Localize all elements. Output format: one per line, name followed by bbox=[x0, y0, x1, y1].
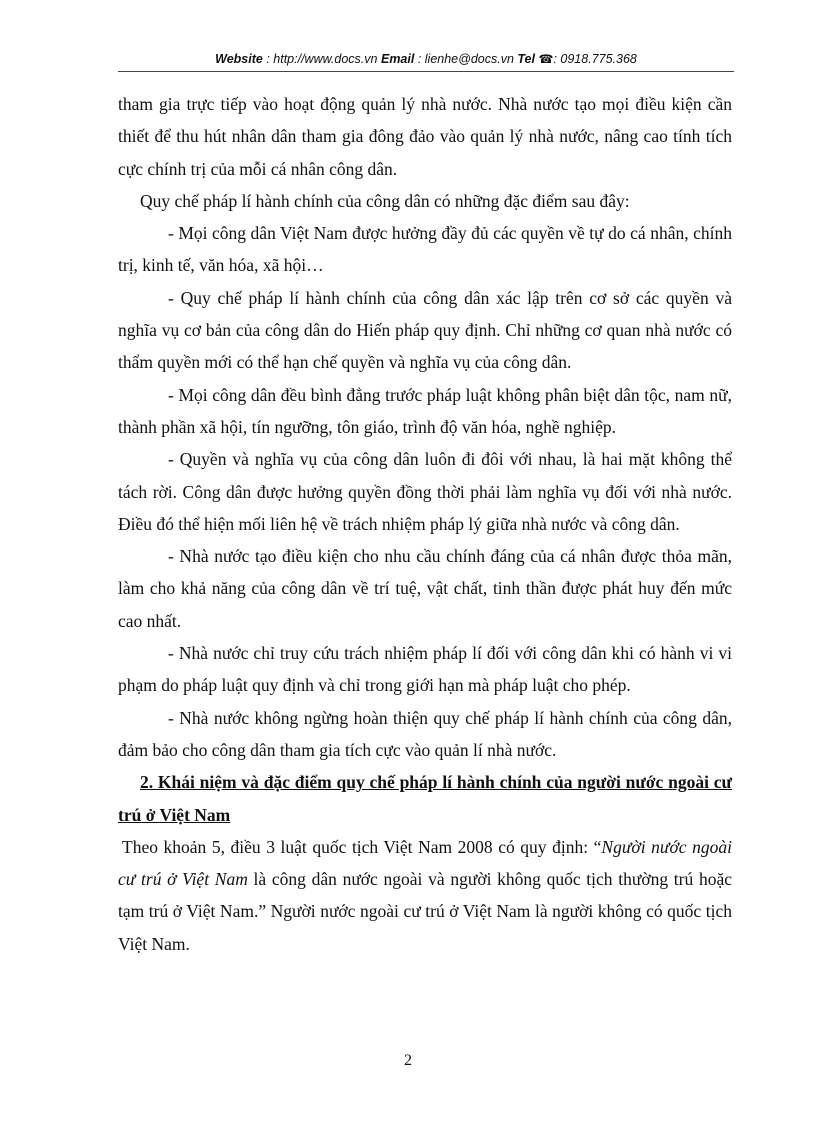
paragraph-features-lead: Quy chế pháp lí hành chính của công dân có những đặc điểm sau đây: bbox=[140, 190, 630, 211]
header-divider bbox=[118, 71, 734, 72]
list-item-rights-duties: - Quyền và nghĩa vụ của công dân luôn đi đôi với nhau, là hai mặt không thể tách rời. Công dân được hưởng quyền đồng thời phải làm nghĩa vụ đối với nhà nước. Điều đó thể hiện mối liên hệ về trách nhiệm pháp lý giữa nhà nước và công dân. bbox=[118, 449, 732, 534]
list-item-equality: - Mọi công dân đều bình đẳng trước pháp luật không phân biệt dân tộc, nam nữ, thành phần xã hội, tín ngưỡng, tôn giáo, trình độ văn hóa, nghề nghiệp. bbox=[118, 384, 732, 437]
email-value: : lienhe@docs.vn bbox=[417, 52, 514, 66]
paragraph-definition bbox=[118, 831, 732, 960]
list-item-freedom: - Mọi công dân Việt Nam được hưởng đầy đủ các quyền về tự do cá nhân, chính trị, kinh tế, văn hóa, xã hội… bbox=[118, 223, 732, 276]
document-body bbox=[118, 88, 732, 960]
list-item-improvement: - Nhà nước không ngừng hoàn thiện quy chế pháp lí hành chính của công dân, đảm bảo cho công dân tham gia tích cực vào quản lí nhà nước. bbox=[118, 707, 732, 760]
definition-text-before: Theo khoản 5, điều 3 luật quốc tịch Việt Nam 2008 có quy định: “ bbox=[122, 836, 602, 857]
website-value: : http://www.docs.vn bbox=[266, 52, 378, 66]
list-item-constitution: - Quy chế pháp lí hành chính của công dân xác lập trên cơ sở các quyền và nghĩa vụ cơ bản của công dân do Hiến pháp quy định. Chỉ những cơ quan nhà nước có thẩm quyền mới có thể hạn chế quyền và nghĩa vụ của công dân. bbox=[118, 287, 732, 373]
phone-icon: ☎ bbox=[538, 52, 554, 66]
website-label: Website bbox=[215, 52, 263, 66]
section-heading: 2. Khái niệm và đặc điểm quy chế pháp lí hành chính của người nước ngoài cư trú ở Việt Nam bbox=[118, 772, 732, 825]
definition-text-after: là công dân nước ngoài và người không quốc tịch thường trú hoặc tạm trú ở Việt Nam.” Người nước ngoài cư trú ở Việt Nam là người không có quốc tịch Việt Nam. bbox=[118, 869, 732, 954]
email-label: Email bbox=[380, 52, 415, 66]
list-item-conditions: - Nhà nước tạo điều kiện cho nhu cầu chính đáng của cá nhân được thỏa mãn, làm cho khả năng của công dân về trí tuệ, vật chất, tinh thần được phát huy đến mức cao nhất. bbox=[118, 546, 732, 631]
tel-label: Tel bbox=[517, 52, 535, 66]
page-number: 2 bbox=[404, 1052, 412, 1069]
paragraph-intro: tham gia trực tiếp vào hoạt động quản lý nhà nước. Nhà nước tạo mọi điều kiện cần thiết để thu hút nhân dân tham gia đông đảo vào quản lý nhà nước, nâng cao tính tích cực chính trị của mỗi cá nhân công dân. bbox=[118, 94, 732, 179]
tel-value: : 0918.775.368 bbox=[553, 52, 637, 66]
page-header bbox=[118, 52, 734, 66]
list-item-liability: - Nhà nước chỉ truy cứu trách nhiệm pháp lí đối với công dân khi có hành vi vi phạm do pháp luật quy định và chỉ trong giới hạn mà pháp luật cho phép. bbox=[118, 643, 732, 696]
definition-quote: Người nước ngoài cư trú ở Việt Nam bbox=[118, 836, 732, 890]
